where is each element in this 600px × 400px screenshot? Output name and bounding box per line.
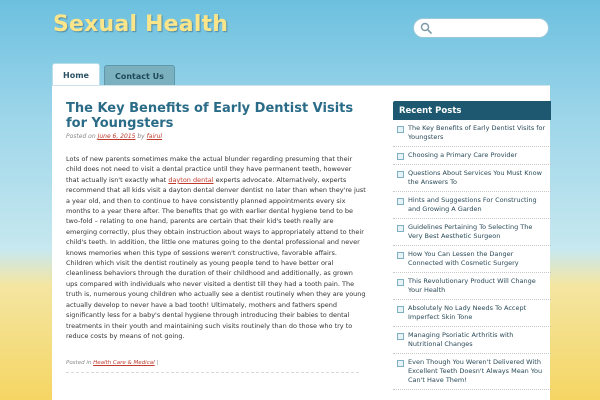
post-date-link[interactable]: June 6, 2015 <box>97 133 136 140</box>
bullet-icon <box>397 333 404 340</box>
recent-post-item[interactable] <box>393 300 551 327</box>
post-body <box>66 154 366 341</box>
recent-post-label[interactable]: This Revolutionary Product Will Change Your Health <box>408 277 536 294</box>
recent-post-item[interactable] <box>393 246 551 273</box>
dayton-dental-link[interactable]: dayton dental <box>168 175 214 184</box>
bullet-icon <box>397 171 404 178</box>
recent-post-item[interactable] <box>393 219 551 246</box>
posted-on-label: Posted on <box>66 133 96 140</box>
recent-post-label[interactable]: Questions About Services You Must Know the Answers To <box>408 169 542 186</box>
recent-post-label[interactable]: Guidelines Pertaining To Selecting The Very Best Aesthetic Surgeon <box>408 223 533 240</box>
bullet-icon <box>397 225 404 232</box>
bullet-icon <box>397 126 404 133</box>
recent-post-item[interactable] <box>393 120 551 147</box>
recent-posts-list <box>393 120 551 390</box>
recent-post-item[interactable] <box>393 147 551 165</box>
bullet-icon <box>397 153 404 160</box>
content-panel <box>52 85 550 400</box>
bullet-icon <box>397 360 404 367</box>
search-input[interactable] <box>436 23 546 33</box>
posted-in-label: Posted in <box>66 360 92 366</box>
bullet-icon <box>397 279 404 286</box>
bullet-icon <box>397 252 404 259</box>
sidebar-title: Recent Posts <box>393 101 551 120</box>
post-body-text-before-link: Lots of new parents sometimes make the actual blunder regarding presuming that their child does not need to visit a dental practice until they have permanent teeth, however that actually isn't exactly what <box>66 155 353 184</box>
recent-post-label[interactable]: Absolutely No Lady Needs To Accept Imperfect Skin Tone <box>408 304 527 321</box>
recent-post-item[interactable] <box>393 192 551 219</box>
search-icon <box>420 22 432 34</box>
recent-post-item[interactable] <box>393 354 551 390</box>
recent-post-label[interactable]: The Key Benefits of Early Dentist Visits for Youngsters <box>408 124 546 141</box>
recent-post-label[interactable]: Managing Psoriatic Arthritis with Nutritional Changes <box>408 331 514 348</box>
recent-post-label[interactable]: Hints and Suggestions For Constructing and Growing A Garden <box>408 196 537 213</box>
tab-home[interactable]: Home <box>52 63 100 86</box>
recent-post-item[interactable] <box>393 327 551 354</box>
bullet-icon <box>397 306 404 313</box>
footer-separator: | <box>156 360 159 366</box>
post-title[interactable]: The Key Benefits of Early Dentist Visits for Youngsters <box>66 101 354 131</box>
recent-post-item[interactable] <box>393 165 551 192</box>
by-label: by <box>137 133 145 140</box>
tab-contact-us[interactable]: Contact Us <box>104 65 175 86</box>
sidebar <box>393 101 551 390</box>
recent-post-label[interactable]: Choosing a Primary Care Provider <box>408 151 518 159</box>
post-author-link[interactable]: fairul <box>146 133 163 140</box>
recent-post-item[interactable] <box>393 273 551 300</box>
category-link[interactable]: Health Care & Medical <box>93 360 155 366</box>
search-box[interactable] <box>413 18 549 38</box>
recent-post-label[interactable]: Even Though You Weren't Delivered With Excellent Teeth Doesn't Always Mean You Can't Have Them! <box>408 358 543 384</box>
recent-post-label[interactable]: How You Can Lessen the Danger Connected with Cosmetic Surgery <box>408 250 519 267</box>
post-body-text-after-link: experts advocate. Alternatively, experts recommend that all kids visit a dayton dental denver dentist no later than when they're just a year old, and then to continue to have consistently planned appointments every six months to a year there after. The benefits that go with earlier dental hygiene tend to be two-fold – relating to one hand, parents are certain that their kid's teeth really are emerging correctly, plus they obtain instruction about ways to appropriately attend to their child's teeth. In addition, the little one matures going to the dental professional and never knows memories when this type of sessions weren't constructive, favorable affairs. Children which visit the dentist routinely as young people tend to have better oral cleanliness behaviors through the duration of their childhood and additionally, as grown ups compared with individuals who never visited a dentist till they had a tooth pain. The truth is, numerous young children who actually see a dentist routinely when they are young actually develop to never have a bad tooth! Ultimately, mothers and fathers spend significantly less for a baby's dental hygiene through introducing their babies to dental treatments in their youth and maintaining such visits routinely than do those who try to reduce costs by means of not going. <box>66 175 366 340</box>
post-footer <box>66 360 359 373</box>
bullet-icon <box>397 198 404 205</box>
site-title[interactable]: Sexual Health <box>53 12 229 37</box>
main-nav <box>52 63 175 86</box>
post-meta <box>66 133 162 140</box>
